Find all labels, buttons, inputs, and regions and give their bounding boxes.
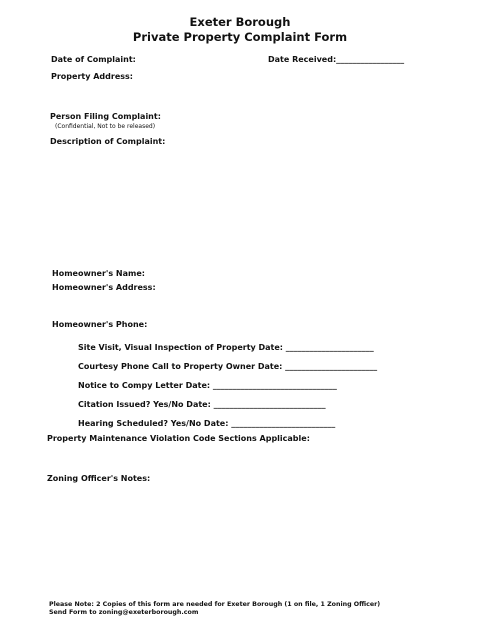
date-of-complaint-label: Date of Complaint: xyxy=(51,55,136,64)
hearing-line: Hearing Scheduled? Yes/No Date: __________________________ xyxy=(78,419,336,428)
org-name: Exeter Borough xyxy=(189,15,291,29)
person-filing-label: Person Filing Complaint: xyxy=(50,112,161,121)
courtesy-call-line: Courtesy Phone Call to Property Owner Date: _______________________ xyxy=(78,362,378,371)
homeowner-phone-label: Homeowner's Phone: xyxy=(52,320,148,329)
citation-line: Citation Issued? Yes/No Date: ____________________________ xyxy=(78,400,326,409)
footer-send-to: Send Form to zoning@exeterborough.com xyxy=(49,609,199,616)
site-visit-line: Site Visit, Visual Inspection of Property Date: ______________________ xyxy=(78,343,374,352)
notice-letter-line: Notice to Compy Letter Date: _______________________________ xyxy=(78,381,337,390)
date-received-label: Date Received:_________________ xyxy=(268,55,405,64)
form-title: Private Property Complaint Form xyxy=(132,30,348,44)
homeowner-address-label: Homeowner's Address: xyxy=(52,283,156,292)
person-filing-note: (Confidential, Not to be released) xyxy=(55,123,156,130)
zoning-notes-label: Zoning Officer's Notes: xyxy=(47,474,151,483)
description-label: Description of Complaint: xyxy=(50,137,166,146)
homeowner-name-label: Homeowner's Name: xyxy=(52,269,145,278)
property-address-label: Property Address: xyxy=(51,72,133,81)
code-sections-label: Property Maintenance Violation Code Sections Applicable: xyxy=(47,434,310,443)
footer-note: Please Note: 2 Copies of this form are needed for Exeter Borough (1 on file, 1 Zoning Officer) xyxy=(49,601,381,608)
